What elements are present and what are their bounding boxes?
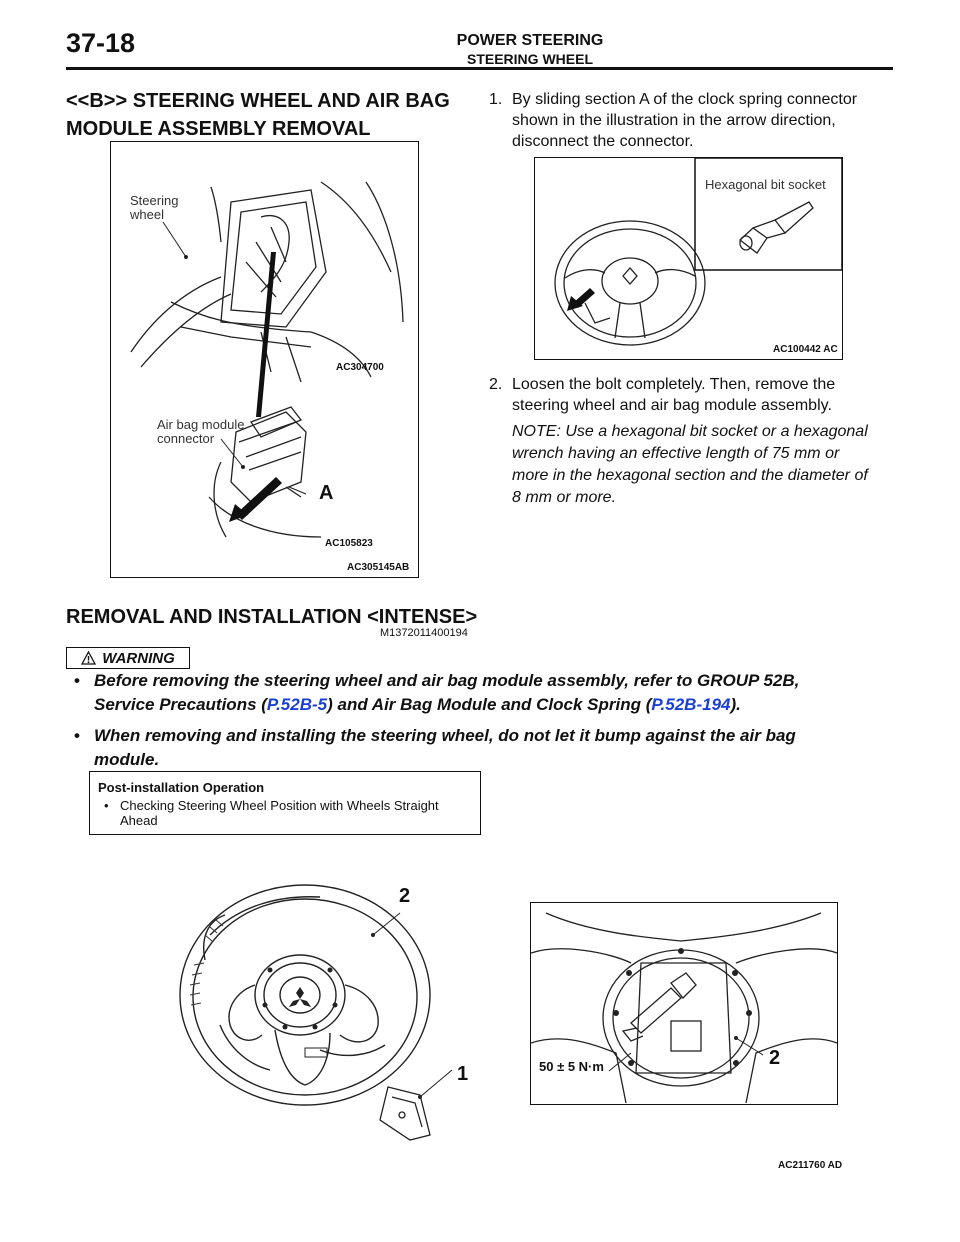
- warning-item-1-text-d: ).: [730, 695, 741, 714]
- label-steering-wheel-line1: Steering: [130, 193, 179, 208]
- warning-item-1-text-b: Service Precautions (: [94, 695, 267, 714]
- code-ac105823: AC105823: [325, 538, 373, 549]
- page-number: 37-18: [66, 28, 136, 58]
- label-airbag-connector: [157, 418, 244, 446]
- label-hexagonal-bit-socket: Hexagonal bit socket: [705, 177, 826, 192]
- warning-bullet-2: •: [74, 726, 80, 745]
- step-2-number: 2.: [489, 376, 503, 393]
- label-steering-wheel-line2: wheel: [130, 207, 164, 222]
- step-2-line2: steering wheel and air bag module assembly.: [512, 397, 832, 414]
- code-ac305145ab: AC305145AB: [347, 562, 410, 573]
- warning-item-2: [74, 724, 914, 772]
- code-ac211760: AC211760 AD: [778, 1160, 843, 1171]
- code-ac304700: AC304700: [336, 362, 384, 373]
- header-rule: [66, 67, 893, 70]
- doc-code: M1372011400194: [380, 627, 468, 639]
- step-1-line1: By sliding section A of the clock spring connector: [512, 91, 858, 108]
- warning-item-1: [74, 669, 914, 717]
- figure-airbag-connector: [110, 141, 419, 578]
- figure-steering-wheel-exploded: [170, 865, 490, 1155]
- warning-item-1-line2: [94, 693, 914, 717]
- code-ac100442: AC100442 AC: [773, 344, 838, 355]
- post-installation-item-line2: Ahead: [120, 813, 158, 828]
- figure-hexagonal-socket: [534, 157, 843, 360]
- post-installation-item: [98, 798, 472, 828]
- post-installation-title: Post-installation Operation: [98, 780, 265, 795]
- figure-bolt-detail: [530, 902, 838, 1105]
- section-heading-line1: <<B>> STEERING WHEEL AND AIR BAG: [66, 90, 450, 112]
- step-1-line3: disconnect the connector.: [512, 133, 694, 150]
- step-1-line2: shown in the illustration in the arrow direction,: [512, 112, 836, 129]
- step-1-number: 1.: [489, 91, 503, 108]
- step-1: [489, 89, 899, 152]
- warning-bullet-1: •: [74, 671, 80, 690]
- note-hexagonal: [512, 421, 912, 509]
- warning-item-1-line1: Before removing the steering wheel and air bag module assembly, refer to GROUP 52B,: [94, 671, 800, 690]
- step-2-line1: Loosen the bolt completely. Then, remove the: [512, 376, 836, 393]
- warning-label: WARNING: [102, 649, 175, 667]
- post-installation-item-line1: Checking Steering Wheel Position with Wheels Straight: [120, 798, 439, 813]
- torque-value: 50 ± 5 N·m: [539, 1059, 604, 1074]
- callout-1: 1: [457, 1063, 469, 1085]
- link-p52b-194[interactable]: P.52B-194: [651, 695, 731, 714]
- warning-item-2-line2: module.: [94, 750, 160, 769]
- warning-triangle-icon: [81, 651, 96, 665]
- note-line2: wrench having an effective length of 75 mm or: [512, 445, 840, 462]
- callout-2-upper: 2: [399, 885, 411, 907]
- label-airbag-connector-line2: connector: [157, 431, 215, 446]
- post-installation-bullet: •: [104, 798, 109, 813]
- header-subtitle: STEERING WHEEL: [466, 51, 593, 67]
- header-title: POWER STEERING: [456, 32, 604, 49]
- warning-item-2-line1: When removing and installing the steering wheel, do not let it bump against the air bag: [94, 726, 796, 745]
- callout-section-a: A: [319, 482, 334, 504]
- steering-wheel-drawing: [170, 865, 490, 1155]
- step-2: [489, 374, 899, 416]
- label-airbag-connector-line1: Air bag module: [157, 417, 245, 432]
- callout-2-right: 2: [769, 1047, 781, 1069]
- label-steering-wheel: [130, 194, 178, 222]
- note-line4: 8 mm or more.: [512, 489, 617, 506]
- link-p52b-5[interactable]: P.52B-5: [266, 695, 328, 714]
- warning-label-box: [66, 647, 190, 669]
- section-heading-line2: MODULE ASSEMBLY REMOVAL: [66, 118, 371, 140]
- section-heading-removal: [66, 88, 476, 142]
- note-line1: NOTE: Use a hexagonal bit socket or a hexagonal: [512, 423, 868, 440]
- warning-item-1-text-c: ) and Air Bag Module and Clock Spring (: [327, 695, 652, 714]
- section-heading-removal-installation: REMOVAL AND INSTALLATION <INTENSE>: [66, 606, 478, 628]
- post-installation-box: [89, 771, 481, 835]
- note-line3: more in the hexagonal section and the diameter of: [512, 467, 868, 484]
